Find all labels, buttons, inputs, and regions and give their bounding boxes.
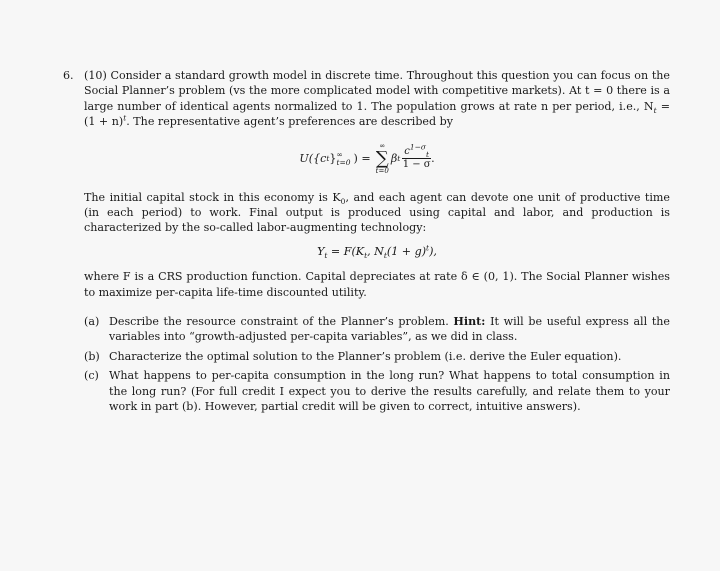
frac-den: 1 − σ bbox=[402, 159, 431, 171]
hint-label: Hint: bbox=[453, 315, 486, 329]
intro-paragraph: (10) Consider a standard growth model in discrete time. Throughout this question you can focus on the Social Planner’s problem (vs the more complicated model with competitive markets). At t = 0 there is a large number of identical agents normalized to 1. The population grows at rate n per period, i.e., $N_t = (1 + n)^t$. The representative agent’s preferences are described by bbox=[84, 69, 670, 129]
question-body bbox=[84, 68, 670, 415]
capital-paragraph: The initial capital stock in this economy is $K_0$, and each agent can devote one unit of productive time (in each period) to work. Final output is produced using capital and labor, and production is characterized by the so-called labor-augmenting technology: bbox=[84, 190, 670, 235]
sum-symbol: ∑ bbox=[375, 147, 389, 169]
depreciation-paragraph: where F is a CRS production function. Capital depreciates at rate δ ∈ (0, 1). The Social Planner wishes to maximize per-capita life-time discounted utility. bbox=[84, 270, 670, 299]
frac-num: c bbox=[404, 146, 410, 158]
part-c: (c) What happens to per-capita consumption in the long run? What happens to total consumption in the long run? (For full credit I expect you to derive the results carefully, and relate them to your work in part (b). However, partial credit will be given to correct, intuitive answers). bbox=[84, 369, 670, 414]
frac-end: . bbox=[431, 151, 435, 165]
utility-fraction bbox=[402, 142, 431, 171]
summation bbox=[376, 143, 389, 175]
production-equation: $Y_t = F(K_t$, $N_t(1 + g)^t$), bbox=[317, 243, 437, 261]
utility-eq: ) = bbox=[353, 151, 371, 165]
sum-top: ∞ bbox=[379, 141, 386, 150]
part-a-label: (a) bbox=[84, 315, 100, 329]
part-b-label: (b) bbox=[84, 349, 100, 363]
intro-text: (10) Consider a standard growth model in discrete time. Throughout this question you can focus on the Social Planner’s problem (vs the more complicated model with competitive markets). At t = 0 there is a large number of identical agents normalized to 1. The population grows at rate n per period, i.e., N bbox=[84, 69, 670, 113]
beta: β bbox=[390, 151, 398, 165]
utility-sup: ∞ bbox=[336, 150, 343, 160]
utility-equation: U({c t } ∞ t=0 ) = ∞ ∑ t=0 β t $\frac{c^{1-\sigma}_t}{1 - \sigma}$ . bbox=[299, 141, 435, 175]
utility-lhs-end: } bbox=[329, 151, 337, 165]
intro-tail2: . The representative agent’s preferences are described by bbox=[126, 115, 453, 129]
utility-lhs: U({c bbox=[299, 151, 327, 165]
part-c-label: (c) bbox=[84, 369, 99, 383]
part-a: (a) Describe the resource constraint of the Planner’s problem. Hint: It will be useful express all the variables into “growth-adjusted per-capita variables”, as we did in class. bbox=[84, 315, 670, 344]
intro-tail: = (1 + n) bbox=[84, 99, 670, 129]
frac-num-sub: t bbox=[426, 150, 430, 160]
part-b: (b) Characterize the optimal solution to the Planner’s problem (i.e. derive the Euler equation). bbox=[84, 349, 622, 363]
sum-bottom: t=0 bbox=[375, 166, 389, 175]
frac-num-sup: 1−σ bbox=[409, 142, 427, 152]
utility-sub: t=0 bbox=[336, 157, 351, 167]
question-parts bbox=[84, 314, 670, 414]
question-number: 6. bbox=[63, 69, 74, 82]
